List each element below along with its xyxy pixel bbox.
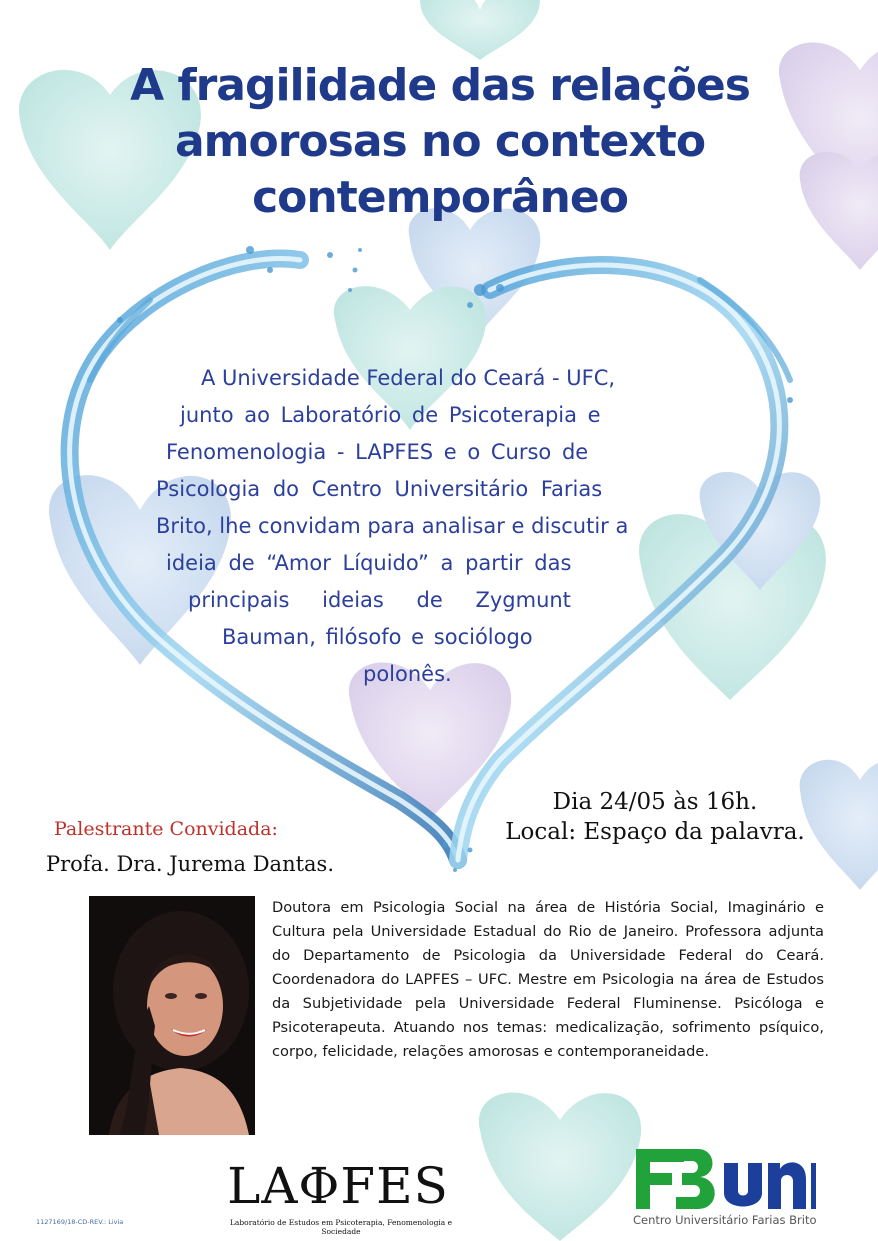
event-location: Local: Espaço da palavra. xyxy=(505,819,805,845)
title-line-1: A fragilidade das relações xyxy=(130,60,750,111)
invitation-line: principais ideias de Zygmunt xyxy=(188,588,571,612)
page-title xyxy=(40,58,840,226)
speaker-label: Palestrante Convidada: xyxy=(54,818,278,840)
heart-shape xyxy=(479,1092,641,1241)
fbuni-subtitle: Centro Universitário Farias Brito xyxy=(633,1213,817,1227)
invitation-line: Bauman, filósofo e sociólogo xyxy=(222,625,533,649)
lapfes-logo: LAΦFES xyxy=(227,1157,449,1215)
invitation-line: ideia de “Amor Líquido” a partir das xyxy=(166,551,572,575)
speaker-bio: Doutora em Psicologia Social na área de História Social, Imaginário e Cultura pela Universidade Estadual do Rio de Janeiro. Professora adjunta do Departamento de Psicologia da Universidade Federal do Ceará. Coordenadora do LAPFES – UFC. Mestre em Psicologia na área de Estudos da Subjetividade pela Universidade Federal Fluminense. Psicóloga e Psicoterapeuta. Atuando nos temas: medicalização, sofrimento psíquico, corpo, felicidade, relações amorosas e contemporaneidade. xyxy=(272,899,824,1060)
heart-shape xyxy=(420,0,540,60)
speaker-portrait-illustration xyxy=(89,896,255,1135)
invitation-line: polonês. xyxy=(363,662,452,686)
lapfes-subtitle: Laboratório de Estudos em Psicoterapia, Fenomenologia e Sociedade xyxy=(229,1218,453,1236)
title-line-3: contemporâneo xyxy=(252,172,628,223)
speaker-name: Profa. Dra. Jurema Dantas. xyxy=(46,852,335,876)
invitation-line: Brito, lhe convidam para analisar e discutir a xyxy=(156,514,629,538)
document-code: 1127169/18-CD-REV.: Livia xyxy=(36,1218,124,1226)
event-info xyxy=(480,787,830,847)
invitation-line: Fenomenologia - LAPFES e o Curso de xyxy=(166,440,589,464)
invitation-line: A Universidade Federal do Ceará - UFC, xyxy=(201,366,616,390)
invitation-line: Psicologia do Centro Universitário Farias xyxy=(156,477,603,501)
invitation-line: junto ao Laboratório de Psicoterapia e xyxy=(180,403,601,427)
fbuni-logo xyxy=(636,1149,816,1209)
speaker-photo xyxy=(89,896,255,1135)
title-line-2: amorosas no contexto xyxy=(174,116,706,167)
event-date: Dia 24/05 às 16h. xyxy=(552,789,758,815)
